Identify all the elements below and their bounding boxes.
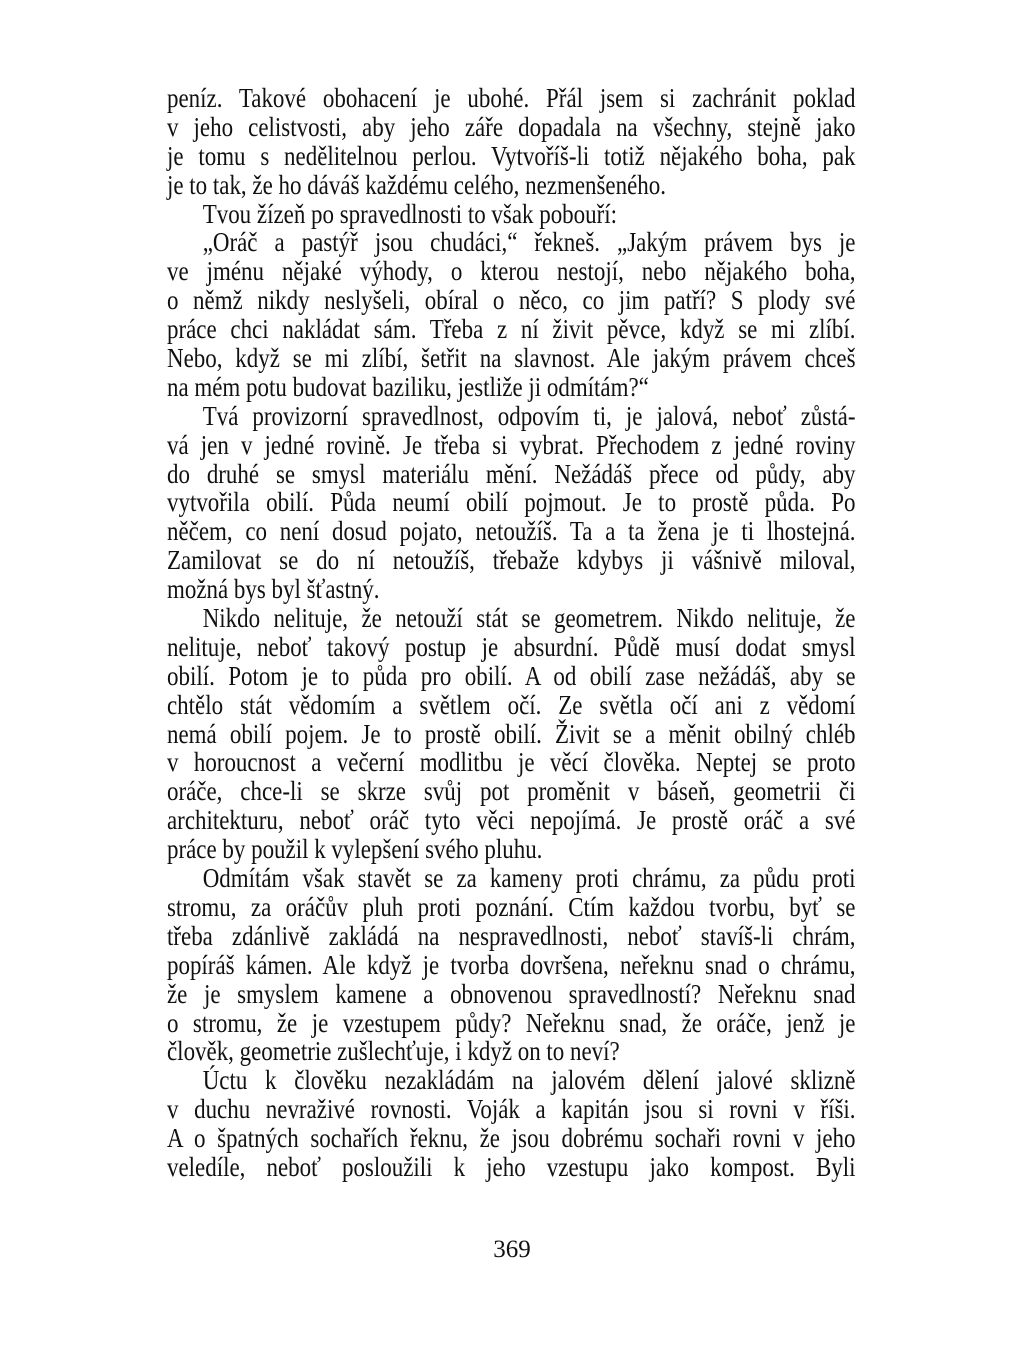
- body-text: [167, 84, 856, 1182]
- text-line: Nikdo nelituje, že netouží stát se geometrem. Nikdo nelituje, že: [202, 603, 856, 634]
- text-line: ve jménu nějaké výhody, o kterou nestojí, nebo nějakého boha,: [167, 256, 856, 287]
- text-line: možná bys byl šťastný.: [167, 574, 380, 605]
- text-line: nemá obilí pojem. Je to prostě obilí. Živit se a měnit obilný chléb: [167, 718, 856, 749]
- text-line: oráče, chce-li se skrze svůj pot proměnit v báseň, geometrii či: [167, 776, 856, 807]
- text-line: že je smyslem kamene a obnovenou spravedlností? Neřeknu snad: [167, 978, 856, 1009]
- text-line: je tomu s nedělitelnou perlou. Vytvoříš-li totiž nějakého boha, pak: [167, 140, 856, 171]
- text-line: v duchu nevraživé rovnosti. Voják a kapitán jsou si rovni v říši.: [167, 1094, 856, 1125]
- text-line: člověk, geometrie zušlechťuje, i když on to neví?: [167, 1036, 620, 1067]
- text-line: něčem, co není dosud pojato, netoužíš. Ta a ta žena je ti lhostejná.: [167, 516, 856, 547]
- text-line: Nebo, když se mi zlíbí, šetřit na slavnost. Ale jakým právem chceš: [167, 343, 856, 374]
- text-line: veledíle, neboť posloužili k jeho vzestupu jako kompost. Byli: [167, 1151, 856, 1182]
- text-line: popíráš kámen. Ale když je tvorba dovršena, neřeknu snad o chrámu,: [167, 949, 856, 980]
- page-number: 369: [493, 1236, 531, 1263]
- text-line: obilí. Potom je to půda pro obilí. A od obilí zase nežádáš, aby se: [167, 660, 856, 691]
- text-line: A o špatných sochařích řeknu, že jsou dobrému sochaři rovni v jeho: [167, 1123, 856, 1154]
- text-line: na mém potu budovat baziliku, jestliže ji odmítám?“: [167, 371, 649, 402]
- text-line: do druhé se smysl materiálu mění. Nežádáš přece od půdy, aby: [167, 458, 856, 489]
- text-line: peníz. Takové obohacení je ubohé. Přál jsem si zachránit poklad: [167, 83, 856, 113]
- text-line: „Oráč a pastýř jsou chudáci,“ řekneš. „Jakým právem bys je: [202, 227, 856, 258]
- text-line: stromu, za oráčův pluh proti poznání. Ctím každou tvorbu, byť se: [167, 891, 856, 922]
- text-line: vytvořila obilí. Půda neumí obilí pojmout. Je to prostě půda. Po: [167, 487, 856, 518]
- text-line: vá jen v jedné rovině. Je třeba si vybrat. Přechodem z jedné roviny: [167, 429, 856, 460]
- text-line: o němž nikdy neslyšeli, obíral o něco, co jim patří? S plody své: [167, 285, 856, 316]
- text-line: chtělo stát vědomím a světlem očí. Ze světla očí ani z vědomí: [167, 689, 856, 720]
- text-line: Tvou žízeň po spravedlnosti to však pobouří:: [202, 198, 618, 229]
- text-line: práce by použil k vylepšení svého pluhu.: [167, 834, 543, 865]
- text-line: v jeho celistvosti, aby jeho záře dopadala na všechny, stejně jako: [167, 111, 856, 142]
- text-line: nelituje, neboť takový postup je absurdní. Půdě musí dodat smysl: [167, 631, 856, 662]
- text-line: práce chci nakládat sám. Třeba z ní živit pěvce, když se mi zlíbí.: [167, 314, 856, 345]
- text-line: v horoucnost a večerní modlitbu je věcí člověka. Neptej se proto: [167, 747, 856, 778]
- text-line: Úctu k člověku nezakládám na jalovém dělení jalové sklizně: [202, 1065, 856, 1096]
- text-line: Odmítám však stavět se za kameny proti chrámu, za půdu proti: [202, 863, 856, 894]
- text-line: o stromu, že je vzestupem půdy? Neřeknu snad, že oráče, jenž je: [167, 1007, 856, 1038]
- text-line: třeba zdánlivě zakládá na nespravedlnosti, neboť stavíš-li chrám,: [167, 920, 856, 951]
- text-line: je to tak, že ho dáváš každému celého, nezmenšeného.: [167, 169, 666, 200]
- text-line: Tvá provizorní spravedlnost, odpovím ti, je jalová, neboť zůstá-: [202, 400, 856, 431]
- text-line: Zamilovat se do ní netoužíš, třebaže kdybys ji vášnivě miloval,: [167, 545, 856, 576]
- text-line: architekturu, neboť oráč tyto věci nepojímá. Je prostě oráč a své: [167, 805, 856, 836]
